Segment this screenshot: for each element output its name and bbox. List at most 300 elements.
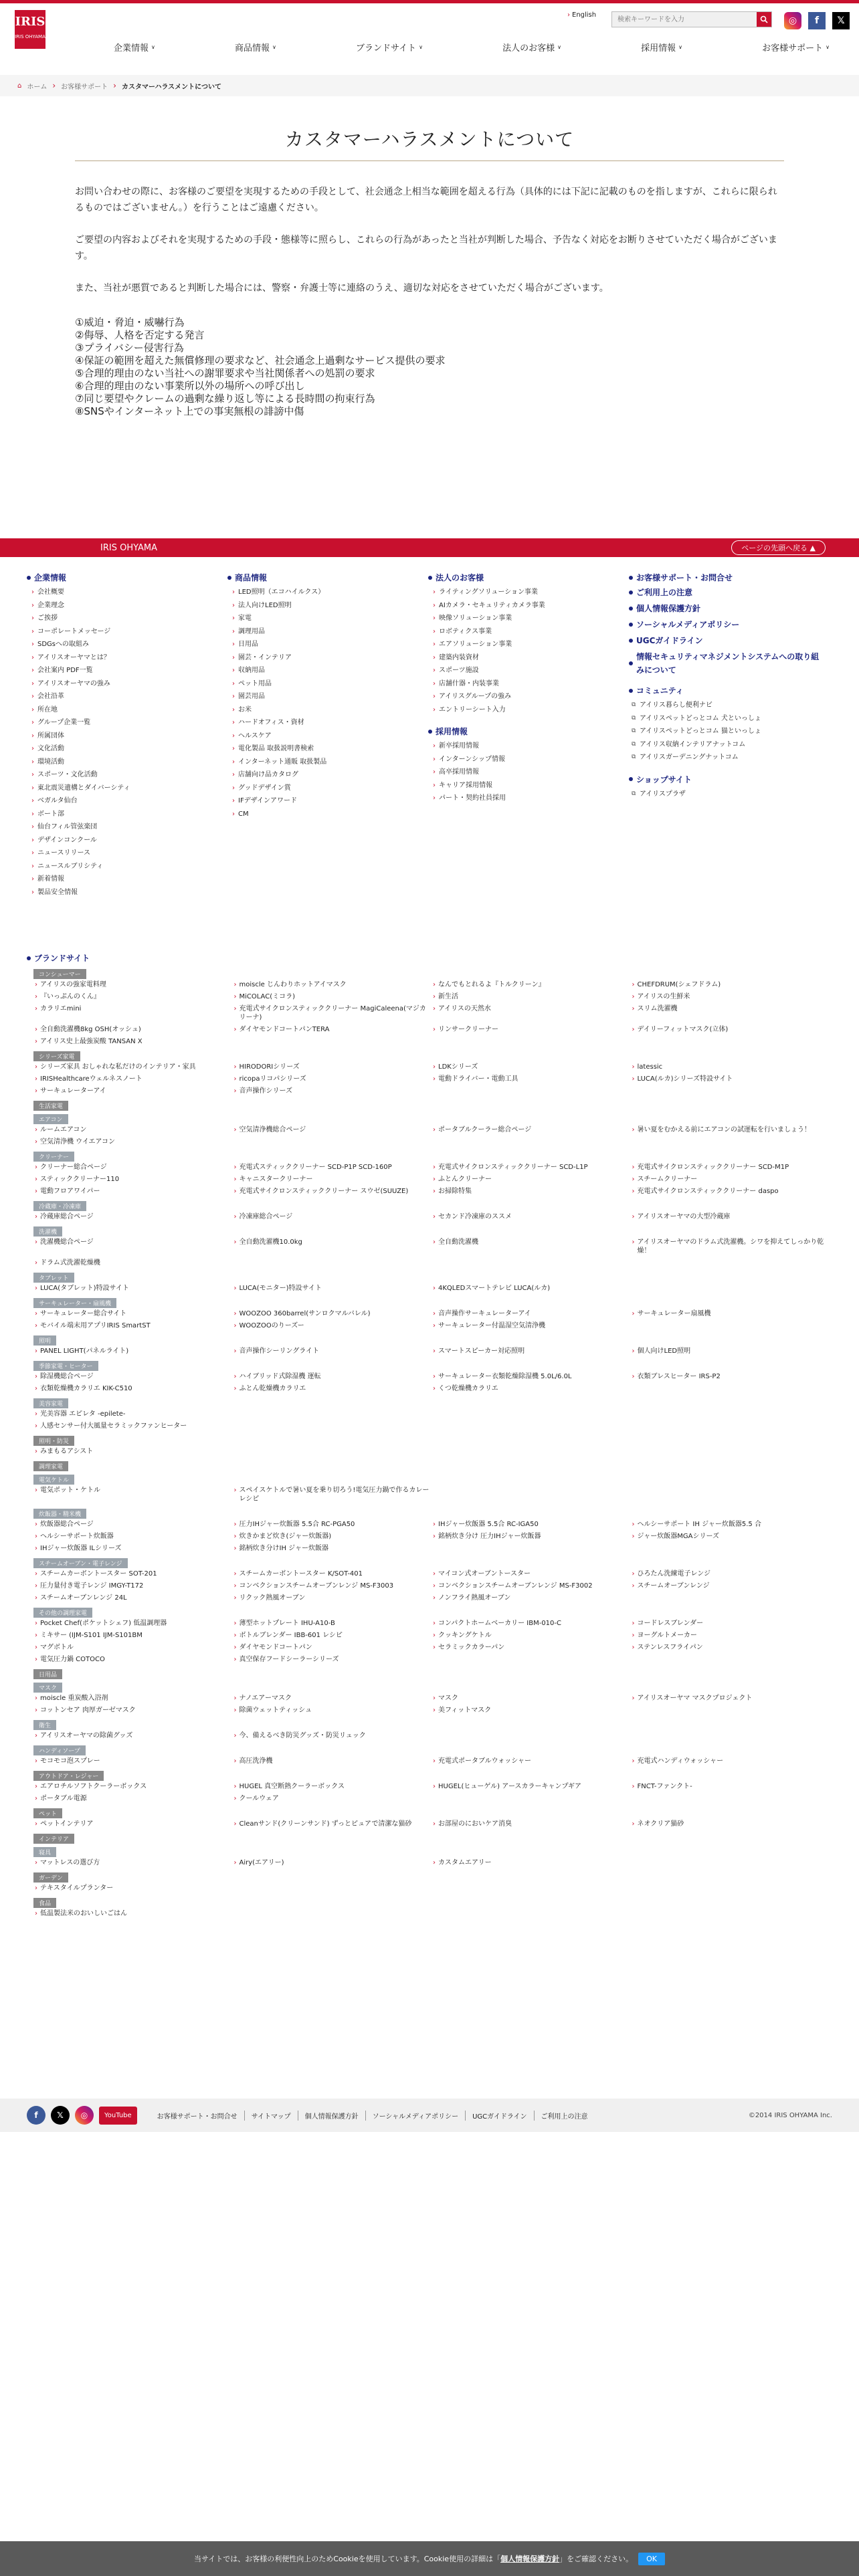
privacy-policy-link[interactable]: 個人情報保護方針 [500, 2555, 560, 2563]
footer-link[interactable]: › エアソリューション事業 [428, 638, 622, 651]
brand-link[interactable]: › ルームエアコン [33, 1125, 233, 1134]
brand-link[interactable]: › リンサークリーナー [432, 1025, 631, 1034]
footer-link[interactable]: › 店舗向け品カタログ [227, 768, 421, 782]
brand-link[interactable]: › コンベクションスチームオーブンレンジ MS-F3002 [432, 1582, 631, 1590]
footer-link[interactable]: › 法人向けLED照明 [227, 599, 421, 613]
footer-col-title[interactable]: お客様サポート・お問合せ [629, 572, 823, 583]
brand-link[interactable]: › アイリスの天然水 [432, 1004, 631, 1022]
brand-link[interactable]: › 炊きかまど炊き(ジャー炊飯器) [233, 1532, 432, 1541]
footer-link[interactable]: › 環境活動 [27, 756, 221, 769]
brand-row [33, 1447, 830, 1458]
footer-columns [27, 572, 830, 908]
brand-link[interactable]: › 衣類ブレスヒーター IRS-P2 [631, 1372, 830, 1381]
nav-business[interactable]: 法人のお客様 ∨ [502, 43, 561, 53]
brand-link[interactable]: › くつ乾燥機カラリエ [432, 1384, 631, 1393]
brand-link[interactable]: › 高圧洗浄機 [233, 1757, 432, 1765]
brand-link[interactable]: › モコモコ泡スプレー [33, 1757, 233, 1765]
brand-row [33, 1175, 830, 1186]
footer-link[interactable]: › パート・契約社員採用 [428, 792, 622, 805]
brand-link[interactable]: › ポータブルクーラー総合ページ [432, 1125, 631, 1134]
brand-subcategory-label: 季節家電・ヒーター [33, 1361, 98, 1371]
instagram-icon[interactable]: ◎ [75, 2106, 94, 2125]
brand-row [33, 1794, 830, 1805]
brand-category-label: 日用品 [33, 1669, 62, 1679]
brand-link[interactable]: › 電気ポット・ケトル [33, 1486, 233, 1503]
brand-link[interactable]: › 冷蔵庫総合ページ [33, 1212, 233, 1221]
brand-link[interactable]: › アイリスオーヤマ マスクプロジェクト [631, 1694, 830, 1703]
brand-row [33, 1410, 830, 1420]
brand-link[interactable]: › 充電式サイクロンスティッククリーナー MagiCaleena(マジカリーナ) [233, 1004, 432, 1022]
brand-link[interactable]: › 薄型ホットプレート IHU-A10-B [233, 1619, 432, 1628]
instagram-icon[interactable]: ◎ [784, 12, 801, 29]
brand-link[interactable]: › 充電式スティッククリーナー SCD-P1P SCD-160P [233, 1163, 432, 1172]
footer-link[interactable]: › 文化活動 [27, 742, 221, 756]
footer-link[interactable]: › ロボティクス事業 [428, 625, 622, 639]
brand-link[interactable]: › セカンド冷凍庫のススメ [432, 1212, 631, 1221]
x-icon[interactable]: 𝕏 [832, 12, 850, 29]
brand-link[interactable]: › コットンセア 肉厚ガーゼマスク [33, 1706, 233, 1715]
brand-row [33, 1259, 830, 1269]
brand-link[interactable]: › 光美容器 エピレタ -epilete- [33, 1410, 233, 1418]
brand-link[interactable]: › 『いっぷんのくん』 [33, 992, 233, 1001]
footer-support-link[interactable]: ご利用上の注意 [629, 586, 823, 599]
brand-link[interactable]: › 空気清浄機総合ページ [233, 1125, 432, 1134]
footer-col-title[interactable]: 企業情報 [27, 572, 221, 583]
footer-link[interactable]: › 建築内装資材 [428, 651, 622, 665]
language-link[interactable] [567, 11, 596, 19]
brand-subcategory-label: 寝具 [33, 1847, 56, 1857]
footer-link[interactable]: › ニュースルブリシティ [27, 860, 221, 873]
footer-link[interactable]: › 収納用品 [227, 664, 421, 677]
footer-link[interactable]: › アイリスグループの強み [428, 690, 622, 704]
brand-link[interactable]: › FNCT-ファンクト- [631, 1782, 830, 1791]
brand-row [33, 1570, 830, 1580]
brand-link[interactable]: › ヘルシーサポート炊飯器 [33, 1532, 233, 1541]
footer-link[interactable]: › CM [227, 808, 421, 821]
nav-products[interactable]: 商品情報 ∨ [235, 43, 276, 53]
nav-support[interactable]: お客様サポート ∨ [762, 43, 830, 53]
footer-header-bar [0, 538, 859, 557]
footer-support-link[interactable]: UGCガイドライン [629, 634, 823, 647]
brand-link[interactable]: › スチームオーブンレンジ [631, 1582, 830, 1590]
brand-link[interactable]: › 低温製法米のおいしいごはん [33, 1909, 233, 1918]
footer-link[interactable]: › スポーツ・文化活動 [27, 768, 221, 782]
footer-link[interactable]: › AIカメラ・セキュリティカメラ事業 [428, 599, 622, 613]
brand-row [33, 1004, 830, 1024]
footer-link[interactable]: › IFデザインアワード [227, 794, 421, 808]
footer-link[interactable]: › 店舗什器・内装事業 [428, 677, 622, 691]
brand-row [33, 1384, 830, 1395]
facebook-icon[interactable]: f [808, 12, 826, 29]
footer-link[interactable]: › グループ企業一覧 [27, 716, 221, 730]
footer-link[interactable]: › アイリスオーヤマの強み [27, 677, 221, 691]
brand-link[interactable]: › 今、備えるべき防災グッズ・防災リュック [233, 1731, 432, 1740]
brand-link[interactable]: › 銘柄炊き分けIH ジャー炊飯器 [233, 1544, 432, 1553]
brand-row [33, 1631, 830, 1642]
brand-link[interactable]: › サーキュレーターアイ [33, 1087, 233, 1095]
brand-link[interactable]: › スチームカーボントースター SOT-201 [33, 1570, 233, 1578]
brand-link[interactable]: › 充電式サイクロンスティッククリーナー SCD-L1P [432, 1163, 631, 1172]
brand-link[interactable]: › マットレスの選び方 [33, 1858, 233, 1867]
footer-link[interactable]: ⧉ アイリスガーデニングナットコム [629, 751, 823, 764]
brand-link[interactable]: › HIRODORIシリーズ [233, 1063, 432, 1071]
footer-link[interactable]: 個人情報保護方針 [298, 2111, 365, 2121]
brand-link[interactable]: › 充電式サイクロンスティッククリーナー スウゼ(SUUZE) [233, 1187, 432, 1196]
footer-link[interactable]: › エントリーシート入力 [428, 704, 622, 717]
brand-link[interactable]: › 空気清浄機 ウイエアコン [33, 1138, 233, 1146]
brand-link[interactable]: › latessic [631, 1063, 830, 1071]
footer-link[interactable]: › インターンシップ情報 [428, 753, 622, 766]
footer-link[interactable]: › 調理用品 [227, 625, 421, 639]
brand-link[interactable]: › ポータブル電源 [33, 1794, 233, 1803]
brand-link[interactable]: › みまもるアシスト [33, 1447, 233, 1456]
brand-row [33, 1643, 830, 1654]
brand-link[interactable]: › アイリスの強家電料理 [33, 980, 233, 989]
brand-link[interactable]: › テキスタイルプランター [33, 1884, 233, 1893]
brand-link[interactable]: › マグボトル [33, 1643, 233, 1652]
brand-link[interactable]: › 銘柄炊き分け 圧力IHジャー炊飯器 [432, 1532, 631, 1541]
brand-link[interactable]: › スリム洗濯機 [631, 1004, 830, 1022]
brand-category-label: 食品 [33, 1898, 56, 1908]
brand-link[interactable]: › ジャー炊飯器MGAシリーズ [631, 1532, 830, 1541]
brand-category-label: ペット [33, 1808, 62, 1818]
brand-row [33, 1909, 830, 1920]
search-button[interactable] [757, 12, 771, 27]
brand-link[interactable]: › moiscle 重炭酸入浴剤 [33, 1694, 233, 1703]
brand-row [33, 1694, 830, 1705]
brand-link[interactable]: › 暑い夏をむかえる前にエアコンの試運転を行いましょう！ [631, 1125, 830, 1134]
brand-link[interactable]: › クリーナー総合ページ [33, 1163, 233, 1172]
footer-link[interactable]: › デザインコンクール [27, 834, 221, 847]
brand-link[interactable]: › サーキュレーター衣類乾燥除湿機 5.0L/6.0L [432, 1372, 631, 1381]
footer-link[interactable]: › 企業理念 [27, 599, 221, 613]
brand-link[interactable]: › WOOZOO 360barrel(サンロクマルバレル) [233, 1309, 432, 1318]
brand-link[interactable]: › コードレスブレンダー [631, 1619, 830, 1628]
footer-col-title[interactable]: ショップサイト [629, 774, 823, 785]
footer-link[interactable]: › 園芸用品 [227, 690, 421, 704]
footer-col-title[interactable]: 商品情報 [227, 572, 421, 583]
brand-link[interactable]: › リクック熱風オーブン [233, 1594, 432, 1602]
footer-link[interactable]: › 新着情報 [27, 873, 221, 886]
brand-link[interactable]: › クールウェア [233, 1794, 432, 1803]
brand-subcategory-label: 衛生 [33, 1720, 56, 1730]
footer-link[interactable]: › 新卒採用情報 [428, 740, 622, 753]
brand-site-title[interactable]: ブランドサイト [27, 952, 90, 964]
brand-link[interactable]: › アイリス史上最強炭酸 TANSAN X [33, 1037, 233, 1046]
brand-link[interactable]: › ネオクリア猫砂 [631, 1820, 830, 1828]
chevron-right-icon: › [113, 81, 116, 90]
brand-link[interactable]: › Airy(エアリー) [233, 1858, 432, 1867]
footer-link[interactable]: ⧉ アイリス暮らし便利ナビ [629, 699, 823, 712]
brand-link[interactable]: › 音声操作シリーズ [233, 1087, 432, 1095]
brand-link[interactable]: › お掃除特集 [432, 1187, 631, 1196]
footer-link[interactable]: › 映像ソリューション事業 [428, 612, 622, 625]
brand-link[interactable]: › 新生活 [432, 992, 631, 1001]
copyright: ©2014 IRIS OHYAMA Inc. [748, 2112, 832, 2119]
brand-link[interactable]: › サーキュレーター総合サイト [33, 1309, 233, 1318]
brand-link[interactable]: › スマートスピーカー対応照明 [432, 1347, 631, 1356]
brand-link[interactable]: › 音声操作サーキュレーターアイ [432, 1309, 631, 1318]
brand-link[interactable]: › アイリスオーヤマの除菌グッズ [33, 1731, 233, 1740]
brand-link[interactable]: › 除湿機総合ページ [33, 1372, 233, 1381]
footer-link[interactable]: › ベガルタ仙台 [27, 794, 221, 808]
brand-row [33, 1138, 830, 1148]
nav-recruit[interactable]: 採用情報 ∨ [641, 43, 682, 53]
brand-link[interactable]: › アイリスの生鮮米 [631, 992, 830, 1001]
footer-link[interactable]: › 会社案内 PDF一覧 [27, 664, 221, 677]
brand-link[interactable]: › 真空保存フードシーラーシリーズ [233, 1655, 432, 1664]
youtube-button[interactable]: YouTube [99, 2107, 137, 2125]
brand-link[interactable]: › スペイスケトルで暑い夏を乗り切ろう!電気圧力鍋で作るカレーレシピ [233, 1486, 432, 1503]
brand-link[interactable]: › Pocket Chef(ポケットシェフ) 低温調理器 [33, 1619, 233, 1628]
brand-link[interactable]: › LUCA(タブレット)特設サイト [33, 1284, 233, 1293]
footer-link[interactable]: › 高卒採用情報 [428, 766, 622, 779]
x-icon[interactable]: 𝕏 [51, 2106, 70, 2125]
footer-link[interactable]: ⧉ アイリスペットどっとコム 猫といっしょ [629, 725, 823, 738]
brand-link[interactable]: › 人感センサー付大風量セラミックファンヒーター [33, 1422, 233, 1430]
footer-link[interactable]: › ヘルスケア [227, 730, 421, 743]
brand-link[interactable]: › 音声操作シーリングライト [233, 1347, 432, 1356]
brand-row [33, 1187, 830, 1198]
footer-link[interactable]: › LED照明（エコハイルクス） [227, 586, 421, 599]
brand-link[interactable]: › ふとんクリーナー [432, 1175, 631, 1184]
brand-link[interactable]: › ノンフライ熱風オーブン [432, 1594, 631, 1602]
brand-link[interactable]: › カスタムエアリー [432, 1858, 631, 1867]
brand-link[interactable]: › シリーズ家具 おしゃれな私だけのインテリア・家具 [33, 1063, 233, 1071]
nav-company[interactable]: 企業情報 ∨ [114, 43, 155, 53]
list-item: ⑦同じ要望やクレームの過剰な繰り返し等による長時間の拘束行為 [75, 393, 375, 405]
brand-link[interactable]: › LUCA(ルカ)シリーズ特設サイト [631, 1075, 830, 1083]
brand-link[interactable]: › ボトルブレンダー IBB-601 レシピ [233, 1631, 432, 1640]
footer-link[interactable]: › ライティングソリューション事業 [428, 586, 622, 599]
footer-col-title[interactable]: 法人のお客様 [428, 572, 622, 583]
brand-link[interactable]: › エアロチルソフトクーラーボックス [33, 1782, 233, 1791]
footer-col-title[interactable]: 採用情報 [428, 726, 622, 737]
footer-link[interactable]: サイトマップ [244, 2111, 298, 2121]
footer-link[interactable]: › 製品安全情報 [27, 886, 221, 899]
brand-link[interactable]: › スチームクリーナー [631, 1175, 830, 1184]
brand-link[interactable]: › 除菌ウェットティッシュ [233, 1706, 432, 1715]
brand-link[interactable]: › ふとん乾燥機カラリエ [233, 1384, 432, 1393]
brand-site-list [33, 967, 830, 1921]
footer-link[interactable]: › お米 [227, 704, 421, 717]
brand-row [33, 1520, 830, 1531]
cookie-text: 」をご確認ください。 [559, 2555, 634, 2563]
footer-support-links [629, 586, 823, 677]
brand-row [33, 1619, 830, 1630]
brand-link[interactable]: › コンパクトホームベーカリー IBM-010-C [432, 1619, 631, 1628]
footer-link[interactable]: UGCガイドライン [465, 2111, 533, 2121]
brand-link[interactable]: › 充電式ハンディウォッシャー [631, 1757, 830, 1765]
brand-link[interactable]: › コンベクションスチームオーブンレンジ MS-F3003 [233, 1582, 432, 1590]
brand-link[interactable]: › なんでもとれるよ『トルクリーン』 [432, 980, 631, 989]
brand-link[interactable]: › 個人向けLED照明 [631, 1347, 830, 1356]
brand-link[interactable]: › お部屋のにおいケア消臭 [432, 1820, 631, 1828]
footer-link[interactable]: お客様サポート・お問合せ [157, 2113, 237, 2121]
footer-support-link[interactable]: ソーシャルメディアポリシー [629, 618, 823, 631]
brand-link[interactable]: › 電動フロアワイパー [33, 1187, 233, 1196]
brand-link[interactable]: › PANEL LIGHT(パネルライト) [33, 1347, 233, 1356]
footer-link[interactable]: › ご挨拶 [27, 612, 221, 625]
brand-row [33, 1655, 830, 1666]
brand-link[interactable]: › ひろたん洗練電子レンジ [631, 1570, 830, 1578]
facebook-icon[interactable]: f [27, 2106, 45, 2125]
brand-link[interactable]: › ダイヤモンドコートパン [233, 1643, 432, 1652]
brand-link[interactable]: › LUCA(モニター)特設サイト [233, 1284, 432, 1293]
brand-link[interactable]: › ナノエアーマスク [233, 1694, 432, 1703]
brand-row [33, 1582, 830, 1592]
brand-link[interactable]: › 全自動洗濯機8kg OSH(オッシュ) [33, 1025, 233, 1034]
brand-category-label: コンシューマー [33, 969, 86, 979]
brand-link[interactable]: › ハイブリッド式除湿機 運転 [233, 1372, 432, 1381]
brand-link[interactable]: › 炊飯器総合ページ [33, 1520, 233, 1529]
brand-link[interactable]: › 4KQLEDスマートテレビ LUCA(ルカ) [432, 1284, 631, 1293]
brand-link[interactable]: › ヨーグルトメーカー [631, 1631, 830, 1640]
brand-link[interactable]: › 美フィットマスク [432, 1706, 631, 1715]
brand-row [33, 1087, 830, 1097]
brand-link[interactable]: › スチームカーボントースター K/SOT-401 [233, 1570, 432, 1578]
footer-link[interactable]: ご利用上の注意 [534, 2111, 595, 2121]
brand-link[interactable]: › ミキサー (IJM-S101 IJM-S101BM [33, 1631, 233, 1640]
brand-link[interactable]: › ricopaリコパシリーズ [233, 1075, 432, 1083]
footer-link[interactable]: › 家電 [227, 612, 421, 625]
footer-link-list [428, 740, 622, 805]
brand-link[interactable]: › サーキュレーター扇風機 [631, 1309, 830, 1318]
brand-link[interactable]: › 電動ドライバー・電動工具 [432, 1075, 631, 1083]
back-to-top-button[interactable]: ページの先頭へ戻る ▲ [731, 540, 826, 555]
brand-link[interactable]: › ペットインテリア [33, 1820, 233, 1828]
brand-link[interactable]: › IHジャー炊飯器 ILシリーズ [33, 1544, 233, 1553]
brand-link[interactable]: › 洗濯機総合ページ [33, 1238, 233, 1255]
footer-link[interactable]: › ボート部 [27, 808, 221, 821]
footer-link[interactable]: › キャリア採用情報 [428, 779, 622, 792]
footer-link[interactable]: › 日用品 [227, 638, 421, 651]
brand-subcategory-label: タブレット [33, 1273, 74, 1283]
brand-subcategory-label: 炊飯器・精米機 [33, 1509, 86, 1519]
brand-link[interactable]: › 冷凍庫総合ページ [233, 1212, 432, 1221]
brand-link[interactable]: › 圧力IHジャー炊飯器 5.5合 RC-PGA50 [233, 1520, 432, 1529]
brand-link[interactable]: › WOOZOOのりーズー [233, 1321, 432, 1330]
brand-link[interactable]: › アイリスオーヤマのドラム式洗濯機。シワを抑えてしっかり乾燥！ [631, 1238, 830, 1255]
footer-brand: IRIS OHYAMA [100, 542, 158, 553]
footer-link[interactable]: › 電化製品 取扱説明書検索 [227, 742, 421, 756]
brand-link[interactable]: › 全自動洗濯機10.0kg [233, 1238, 432, 1255]
brand-link[interactable]: › 全自動洗濯機 [432, 1238, 631, 1255]
footer-link[interactable]: › コーポレートメッセージ [27, 625, 221, 639]
brand-link[interactable]: › マスク [432, 1694, 631, 1703]
footer-link[interactable]: › スポーツ施設 [428, 664, 622, 677]
brand-link[interactable]: › IHジャー炊飯器 5.5合 RC-IGA50 [432, 1520, 631, 1529]
brand-row [33, 1757, 830, 1767]
brand-link[interactable]: › セラミックカラーパン [432, 1643, 631, 1652]
footer-link[interactable]: › グッドデザイン賞 [227, 782, 421, 795]
chevron-right-icon: › [52, 81, 56, 90]
footer-link[interactable]: › ニュースリリース [27, 847, 221, 860]
footer-col-support [629, 572, 830, 908]
footer-link[interactable]: › 園芸・インテリア [227, 651, 421, 665]
brand-link[interactable]: › スチームオーブンレンジ 24L [33, 1594, 233, 1602]
brand-link[interactable]: › 電気圧力鍋 COTOCO [33, 1655, 233, 1664]
brand-subcategory-label: スチームオーブン・電子レンジ [33, 1558, 128, 1568]
brand-link[interactable]: › Cleanサンド(クリーンサンド) ずっとピュアで清潔な猫砂 [233, 1820, 432, 1828]
brand-link[interactable]: › 充電式サイクロンスティッククリーナー daspo [631, 1187, 830, 1196]
brand-link[interactable]: › サーキュレーター付温湿空気清浄機 [432, 1321, 631, 1330]
brand-link[interactable]: › ヘルシーサポート IH ジャー炊飯器5.5 合 [631, 1520, 830, 1529]
brand-link[interactable]: › HUGEL(ヒューゲル) アースカラーキャンプギア [432, 1782, 631, 1791]
brand-link[interactable]: › マイコン式オーブントースター [432, 1570, 631, 1578]
footer-link-list [629, 788, 823, 801]
footer-link[interactable]: ⧉ アイリスプラザ [629, 788, 823, 801]
brand-link[interactable]: › 充電式ポータブルウォッシャー [432, 1757, 631, 1765]
footer-link[interactable]: › 会社概要 [27, 586, 221, 599]
footer-col-title[interactable]: コミュニティ [629, 685, 823, 696]
brand-link[interactable]: › CHEFDRUM(シェフドラム) [631, 980, 830, 989]
brand-link[interactable]: › デイリーフィットマスク(立体) [631, 1025, 830, 1034]
brand-link[interactable]: › moiscle じんわりホットアイマスク [233, 980, 432, 989]
brand-link[interactable]: › MiCOLAC(ミコラ) [233, 992, 432, 1001]
brand-link[interactable]: › スティッククリーナー110 [33, 1175, 233, 1184]
footer-link[interactable]: ソーシャルメディアポリシー [365, 2111, 466, 2121]
brand-link[interactable]: › アイリスオーヤマの大型冷蔵庫 [631, 1212, 830, 1221]
footer-link-list [629, 699, 823, 764]
footer-link[interactable]: › 所在地 [27, 704, 221, 717]
footer-link[interactable]: › インターネット通販 取扱製品 [227, 756, 421, 769]
footer-link[interactable]: › 東北震災遺構とダイバーシティ [27, 782, 221, 795]
brand-category-label: インテリア [33, 1834, 74, 1844]
brand-link[interactable]: › 圧力量付き電子レンジ IMGY-T172 [33, 1582, 233, 1590]
nav-brand-site[interactable]: ブランドサイト ∨ [356, 43, 423, 53]
footer-link[interactable]: › 所属団体 [27, 730, 221, 743]
footer-link[interactable]: › ハードオフィス・資材 [227, 716, 421, 730]
brand-link[interactable]: › LDKシリーズ [432, 1063, 631, 1071]
brand-link[interactable]: › 充電式サイクロンスティッククリーナー SCD-M1P [631, 1163, 830, 1172]
breadcrumb-home[interactable]: ホーム [27, 83, 47, 91]
brand-row [33, 1372, 830, 1383]
footer-link-list [428, 586, 622, 716]
brand-link[interactable]: › ステンレスフライパン [631, 1643, 830, 1652]
list-item: ①威迫・脅迫・威嚇行為 [75, 316, 185, 328]
brand-link[interactable]: › 衣類乾燥機カラリエ KIK-C510 [33, 1384, 233, 1393]
footer-support-link[interactable]: 個人情報保護方針 [629, 602, 823, 615]
brand-link[interactable]: › ドラム式洗濯乾燥機 [33, 1259, 233, 1267]
brand-row [33, 1594, 830, 1604]
search-input[interactable] [612, 12, 757, 27]
footer-support-link[interactable]: 情報セキュリティマネジメントシステムへの取り組みについて [629, 650, 823, 677]
breadcrumb-parent[interactable]: お客様サポート [61, 83, 108, 91]
brand-row [33, 1782, 830, 1793]
footer-link[interactable]: › SDGsへの取組み [27, 638, 221, 651]
cookie-ok-button[interactable]: OK [638, 2553, 665, 2565]
footer-link[interactable]: › 会社沿革 [27, 690, 221, 704]
footer-link[interactable]: › アイリスオーヤマとは？ [27, 651, 221, 665]
brand-link[interactable]: › クッキングケトル [432, 1631, 631, 1640]
footer-link[interactable]: › ペット用品 [227, 677, 421, 691]
brand-subcategory-label: クリーナー [33, 1152, 74, 1162]
list-item: ②侮辱、人格を否定する発言 [75, 329, 205, 341]
footer-link[interactable]: ⧉ アイリスペットどっとコム 犬といっしょ [629, 712, 823, 726]
brand-link[interactable]: › ダイヤモンドコートパンTERA [233, 1025, 432, 1034]
search-icon [760, 15, 768, 23]
brand-link[interactable]: › IRISHealthcareウェルネスノート [33, 1075, 233, 1083]
brand-link[interactable]: › キャニスタークリーナー [233, 1175, 432, 1184]
iris-logo[interactable] [15, 10, 45, 49]
brand-link[interactable]: › モバイル端末用アプリIRIS SmartST [33, 1321, 233, 1330]
footer-link[interactable]: ⧉ アイリス収納インテリアナットコム [629, 738, 823, 752]
brand-link[interactable]: › カラリエmini [33, 1004, 233, 1022]
footer-link[interactable]: › 仙台フィル管弦楽団 [27, 821, 221, 834]
brand-link[interactable]: › HUGEL 真空断熱クーラーボックス [233, 1782, 432, 1791]
list-item: ⑥合理的理由のない事業所以外の場所への呼び出し [75, 380, 305, 392]
